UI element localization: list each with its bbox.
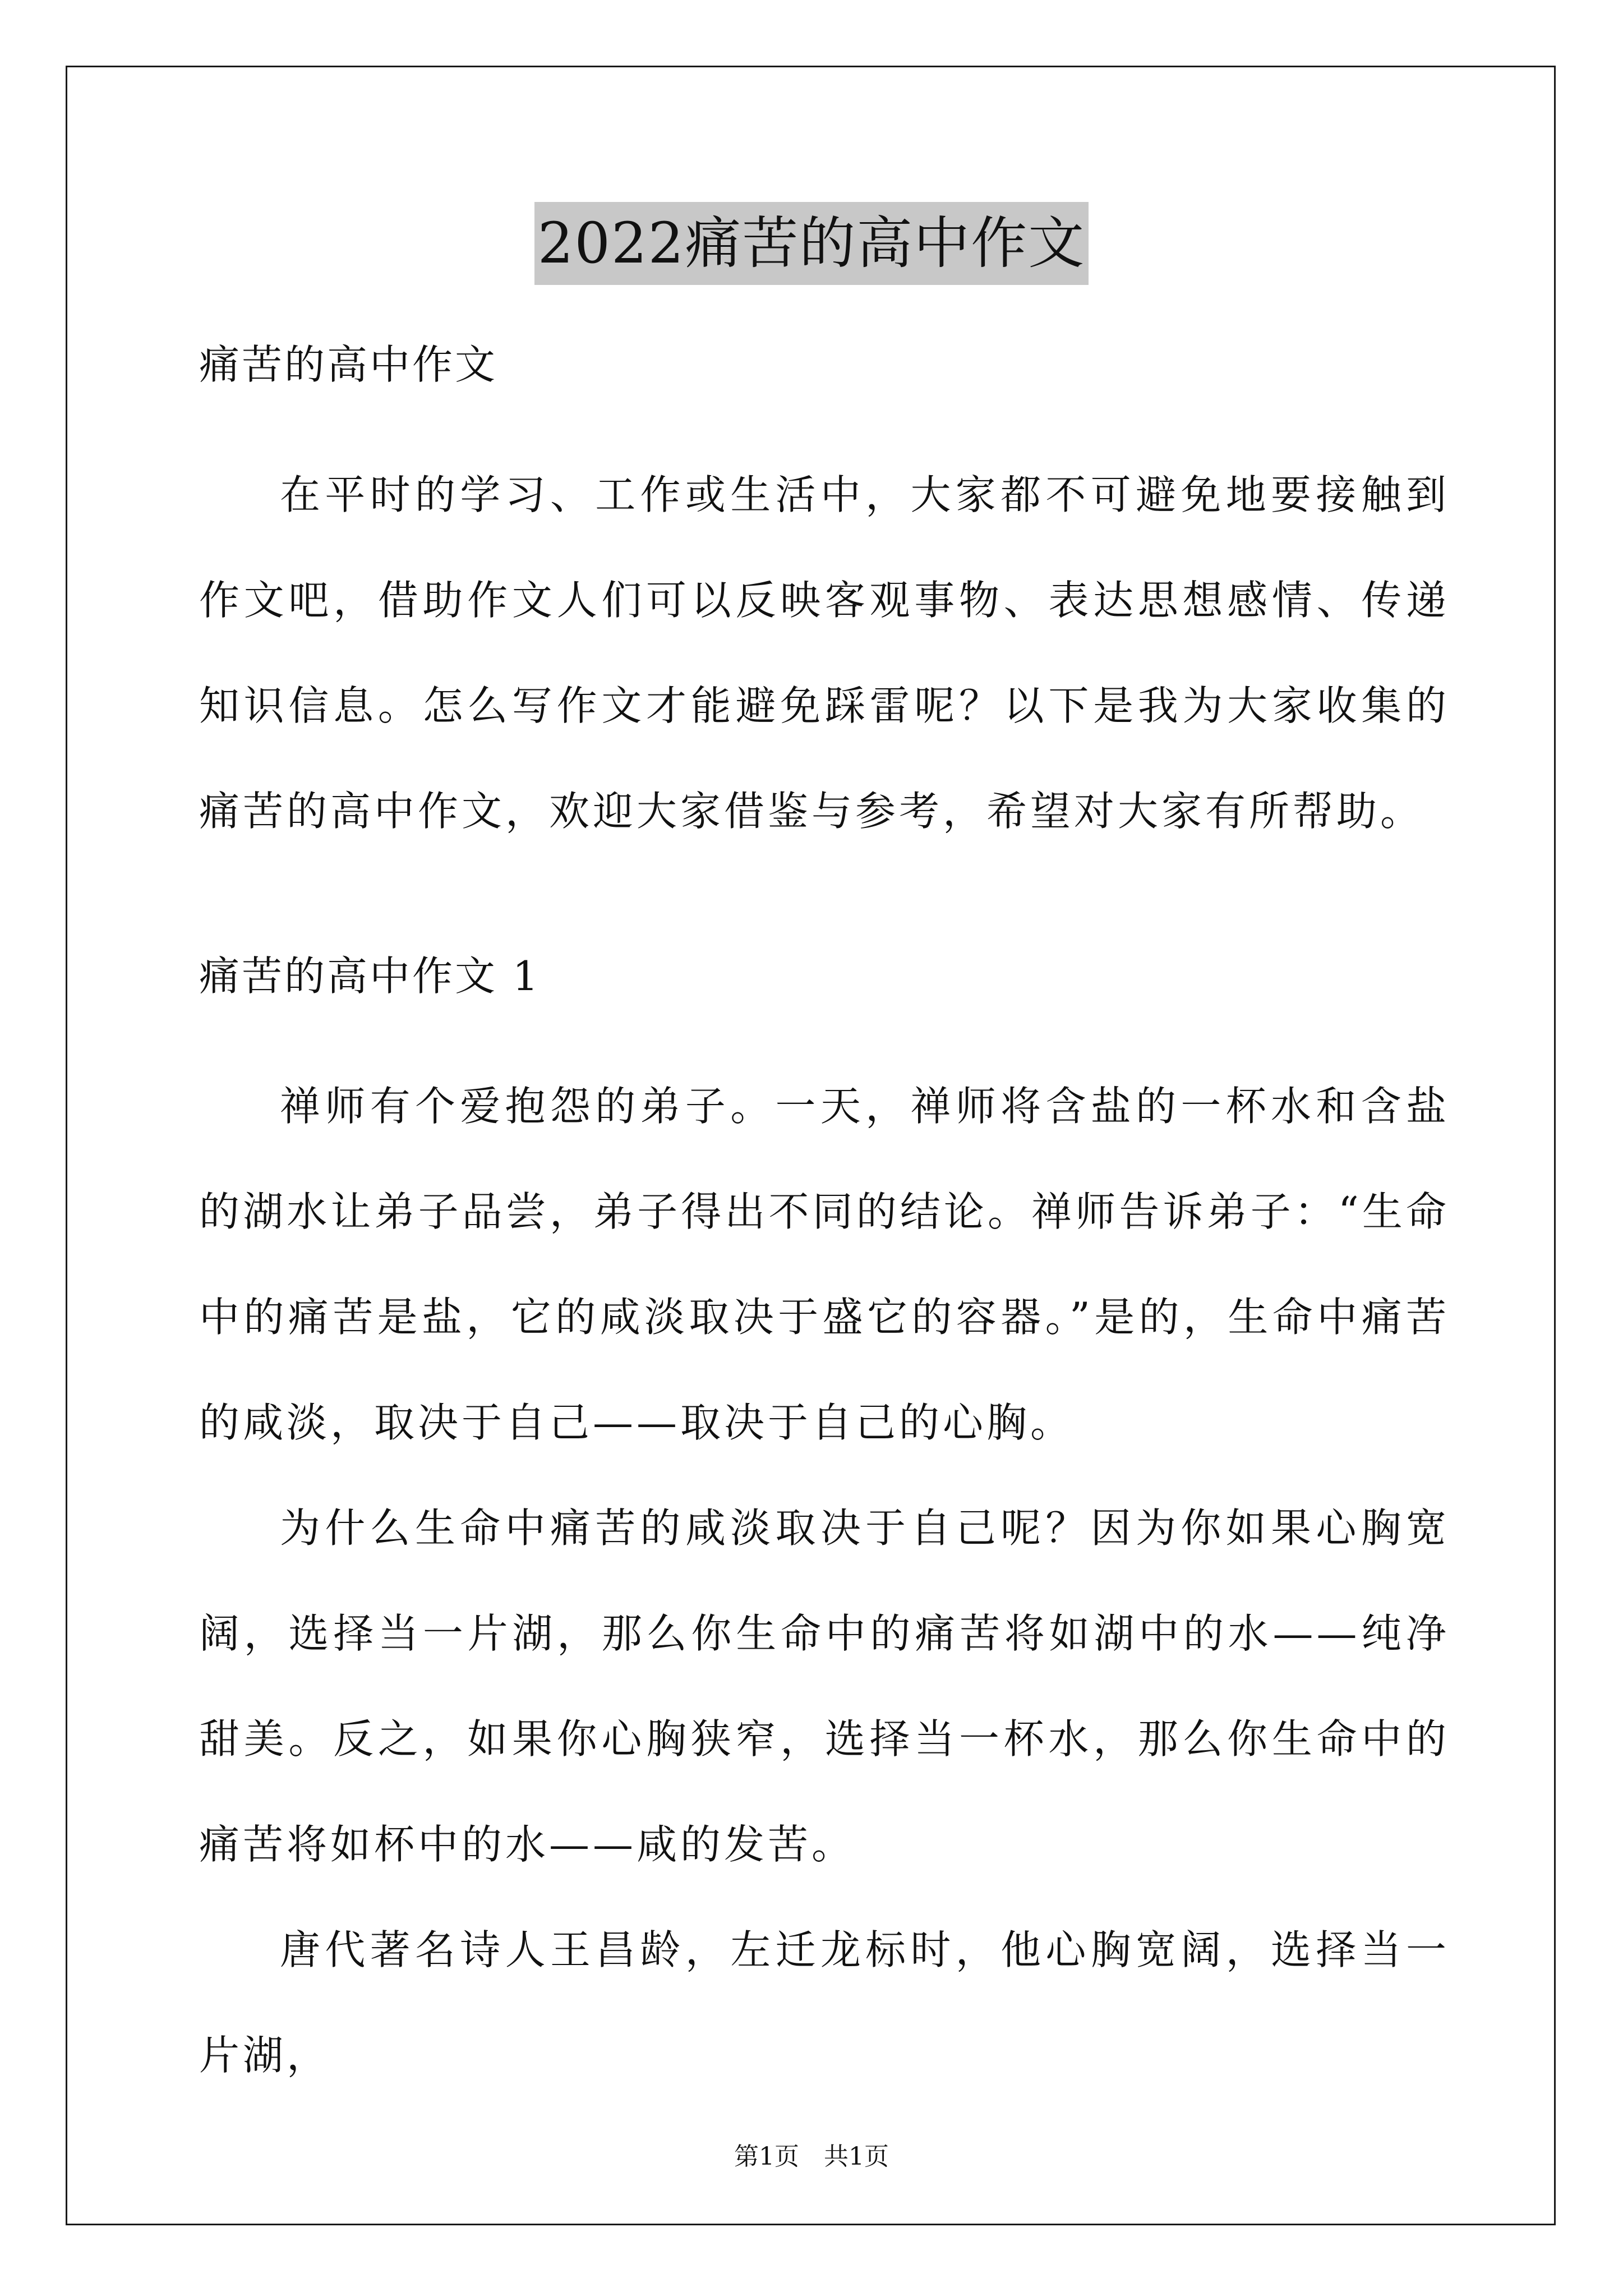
document-title: 2022痛苦的高中作文 (534, 202, 1089, 285)
document-subtitle: 痛苦的高中作文 (199, 341, 498, 388)
body-paragraph-1: 禅师有个爱抱怨的弟子。一天，禅师将含盐的一杯水和含盐的湖水让弟子品尝，弟子得出不同的结论。禅师告诉弟子：“生命中的痛苦是盐，它的咸淡取决于盛它的容器。”是的，生命中痛苦的咸淡，取决于自己——取决于自己的心胸。 (199, 1083, 1450, 1446)
body-paragraph-2: 为什么生命中痛苦的咸淡取决于自己呢？因为你如果心胸宽阔，选择当一片湖，那么你生命中的痛苦将如湖中的水——纯净甜美。反之，如果你心胸狭窄，选择当一杯水，那么你生命中的痛苦将如杯中的水——咸的发苦。 (199, 1504, 1450, 1868)
section-heading: 痛苦的高中作文 1 (199, 953, 541, 1000)
body-paragraph-3: 唐代著名诗人王昌龄，左迁龙标时，他心胸宽阔，选择当一片湖， (199, 1926, 1450, 2079)
intro-paragraph: 在平时的学习、工作或生活中，大家都不可避免地要接触到作文吧，借助作文人们可以反映客观事物、表达思想感情、传递知识信息。怎么写作文才能避免踩雷呢？以下是我为大家收集的痛苦的高中作文，欢迎大家借鉴与参考，希望对大家有所帮助。 (199, 471, 1450, 835)
page-footer: 第1页 共1页 (734, 2142, 889, 2171)
document-body (199, 337, 1450, 2108)
title-container (0, 202, 1623, 285)
